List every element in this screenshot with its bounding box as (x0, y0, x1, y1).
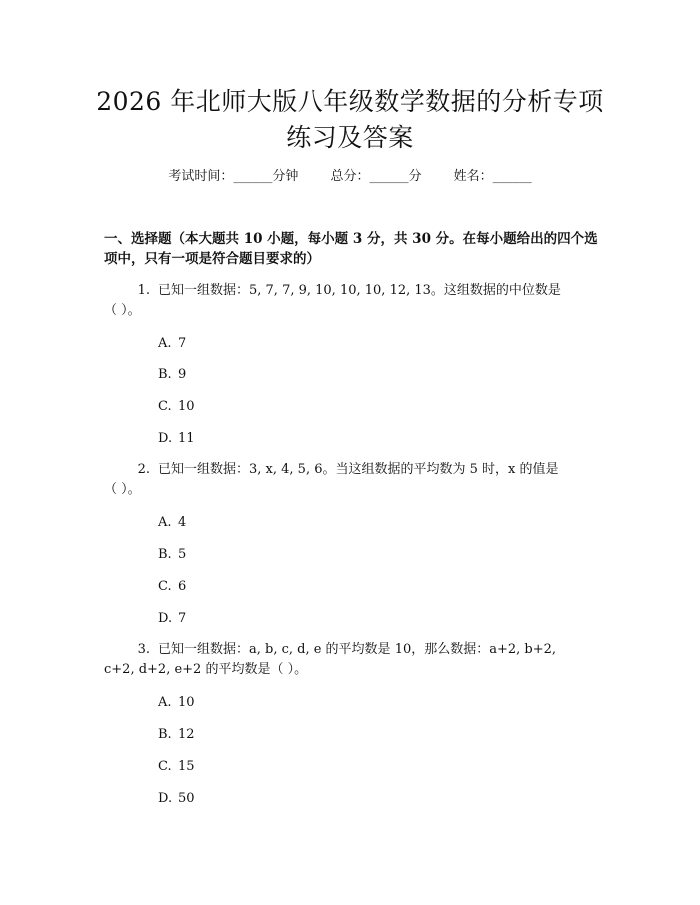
question-2-option-d (158, 609, 186, 629)
question-2-option-c (158, 577, 186, 597)
total-score-unit: 分 (408, 169, 422, 184)
option-letter: B. (158, 727, 172, 742)
option-text: 9 (178, 367, 187, 382)
total-score-label: 总分： (330, 169, 370, 184)
option-letter: C. (158, 399, 172, 414)
question-1-stem-line-2: （ ）。 (104, 303, 141, 318)
exam-time-label: 考试时间： (168, 169, 234, 184)
section-heading-line-1: 一、选择题（本大题共 10 小题，每小题 3 分，共 30 分。在每小题给出的四个选 (104, 231, 598, 247)
student-name-blank: ______ (492, 169, 532, 184)
question-2-stem-line-1 (104, 460, 604, 480)
exam-meta (0, 166, 700, 188)
question-2-number: 2. (137, 462, 150, 477)
option-letter: D. (158, 611, 173, 626)
question-3-option-a (158, 693, 195, 713)
total-score-blank: ______ (369, 169, 409, 184)
option-letter: B. (158, 367, 172, 382)
student-name-field (454, 166, 532, 188)
question-1-number: 1. (137, 283, 150, 298)
option-text: 5 (178, 547, 187, 562)
question-1-option-b (158, 365, 186, 385)
option-letter: C. (158, 579, 172, 594)
option-letter: D. (158, 791, 173, 806)
option-text: 11 (178, 431, 195, 446)
question-1-option-a (158, 334, 186, 354)
option-text: 7 (178, 336, 187, 351)
question-3-option-c (158, 757, 195, 777)
option-letter: B. (158, 547, 172, 562)
option-letter: D. (158, 431, 173, 446)
option-text: 12 (178, 727, 195, 742)
question-2-option-b (158, 545, 186, 565)
exam-time-field (168, 166, 298, 188)
option-text: 4 (178, 515, 187, 530)
question-1-stem-line-1 (104, 281, 604, 301)
option-letter: A. (158, 336, 172, 351)
option-text: 10 (178, 399, 195, 414)
question-3-stem-line-1 (104, 640, 604, 660)
question-3-option-d (158, 789, 195, 809)
total-score-field (330, 166, 421, 188)
question-3-stem-text: 已知一组数据：a, b, c, d, e 的平均数是 10，那么数据：a+2, b+2, (158, 642, 557, 657)
question-1-option-c (158, 397, 195, 417)
section-heading-line-2: 项中，只有一项是符合题目要求的） (104, 251, 320, 267)
question-2-option-a (158, 513, 186, 533)
question-3-option-b (158, 725, 195, 745)
option-text: 6 (178, 579, 187, 594)
option-text: 7 (178, 611, 187, 626)
student-name-label: 姓名： (453, 169, 493, 184)
option-letter: A. (158, 695, 172, 710)
option-text: 10 (178, 695, 195, 710)
option-letter: A. (158, 515, 172, 530)
question-1-stem-text: 已知一组数据：5, 7, 7, 9, 10, 10, 10, 12, 13。这组数据的中位数是 (158, 283, 561, 298)
question-2-stem-text: 已知一组数据：3, x, 4, 5, 6。当这组数据的平均数为 5 时，x 的值是 (158, 462, 559, 477)
exam-time-unit: 分钟 (272, 169, 299, 184)
document-title-line-2: 练习及答案 (286, 123, 414, 152)
exam-time-blank: ______ (233, 169, 273, 184)
document-title-line-1: 2026 年北师大版八年级数学数据的分析专项 (96, 87, 604, 116)
option-letter: C. (158, 759, 172, 774)
question-1-option-d (158, 429, 195, 449)
question-3-number: 3. (137, 642, 150, 657)
question-3-stem-line-2: c+2, d+2, e+2 的平均数是（ ）。 (104, 662, 308, 677)
option-text: 50 (178, 791, 195, 806)
question-2-stem-line-2: （ ）。 (104, 482, 141, 497)
option-text: 15 (178, 759, 195, 774)
